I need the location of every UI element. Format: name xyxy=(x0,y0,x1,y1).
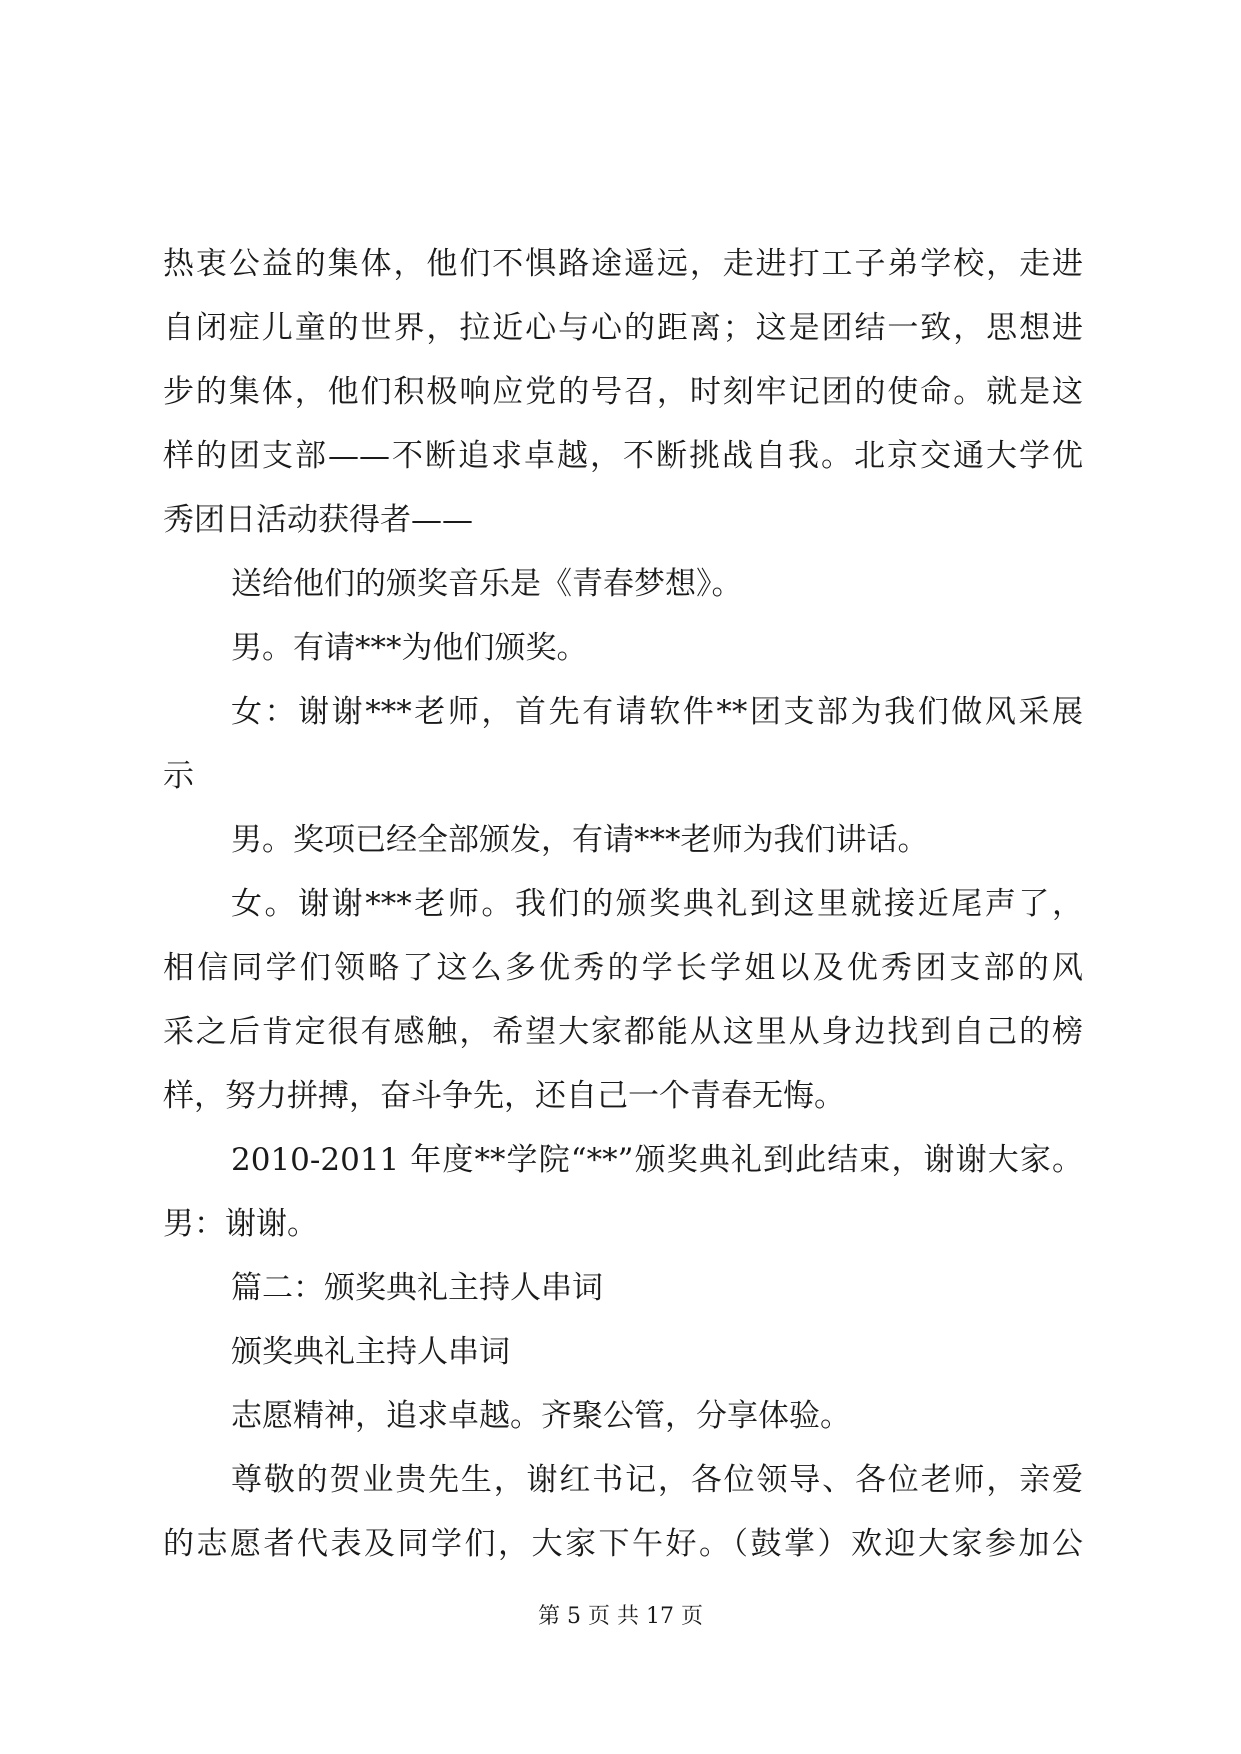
text-line: 男。奖项已经全部颁发，有请***老师为我们讲话。 xyxy=(231,822,929,858)
text-line: 志愿精神，追求卓越。齐聚公管，分享体验。 xyxy=(231,1398,851,1434)
text-line: 样的团支部——不断追求卓越，不断挑战自我。北京交通大学优 xyxy=(163,438,1083,474)
text-line: 采之后肯定很有感触，希望大家都能从这里从身边找到自己的榜 xyxy=(163,1014,1083,1050)
text-line: 男。有请***为他们颁奖。 xyxy=(231,630,588,666)
text-line: 女。谢谢***老师。我们的颁奖典礼到这里就接近尾声了， xyxy=(231,886,1083,922)
text-line: 送给他们的颁奖音乐是《青春梦想》。 xyxy=(231,566,743,602)
text-line: 2010-2011 年度**学院“**”颁奖典礼到此结束，谢谢大家。 xyxy=(231,1142,1083,1178)
text-line: 的志愿者代表及同学们，大家下午好。（鼓掌）欢迎大家参加公 xyxy=(163,1526,1083,1562)
text-line: 相信同学们领略了这么多优秀的学长学姐以及优秀团支部的风 xyxy=(163,950,1083,986)
document-body xyxy=(163,232,1083,1576)
section-heading: 篇二：颁奖典礼主持人串词 xyxy=(231,1270,603,1306)
text-line: 自闭症儿童的世界，拉近心与心的距离；这是团结一致，思想进 xyxy=(163,310,1083,346)
text-line: 秀团日活动获得者—— xyxy=(163,502,473,538)
text-line: 男：谢谢。 xyxy=(163,1206,318,1242)
text-line: 女：谢谢***老师，首先有请软件**团支部为我们做风采展 xyxy=(231,694,1083,730)
text-line: 样，努力拼搏，奋斗争先，还自己一个青春无悔。 xyxy=(163,1078,845,1114)
text-line: 热衷公益的集体，他们不惧路途遥远，走进打工子弟学校，走进 xyxy=(163,246,1083,282)
text-line: 尊敬的贺业贵先生，谢红书记，各位领导、各位老师，亲爱 xyxy=(231,1462,1083,1498)
page-number-footer: 第 5 页 共 17 页 xyxy=(538,1604,703,1629)
section-subheading: 颁奖典礼主持人串词 xyxy=(231,1334,510,1370)
text-line: 示 xyxy=(163,758,194,794)
text-line: 步的集体，他们积极响应党的号召，时刻牢记团的使命。就是这 xyxy=(163,374,1083,410)
